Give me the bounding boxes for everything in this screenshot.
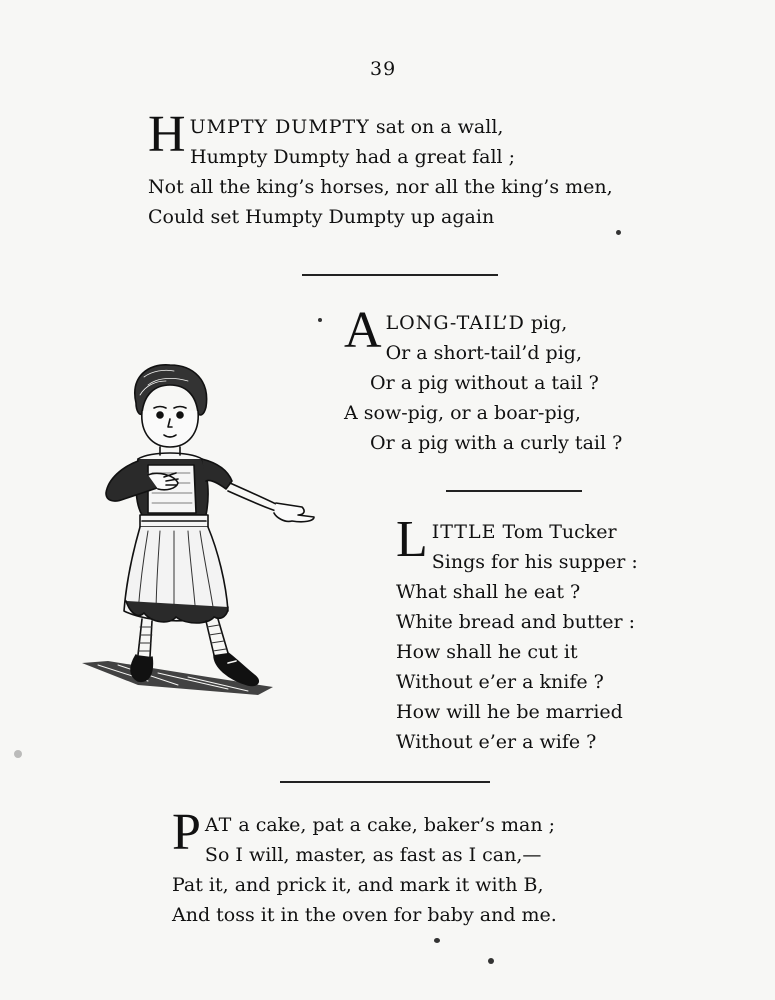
- poem-first-words: ITTLE: [431, 521, 497, 543]
- poem-line: Or a pig without a tail ?: [370, 372, 599, 394]
- page-number: 39: [370, 58, 397, 80]
- poem-line: How will he be married: [396, 701, 623, 723]
- ink-speck: [434, 938, 440, 943]
- ink-speck: [488, 958, 494, 964]
- poem-long-tailed-pig: [344, 302, 623, 458]
- poem-line: Without e’er a knife ?: [396, 671, 604, 693]
- poem-little-tom-tucker: [396, 511, 638, 757]
- dropcap: H: [148, 106, 186, 163]
- poem-line: So I will, master, as fast as I can,—: [204, 844, 542, 866]
- poem-line: A sow-pig, or a boar-pig,: [344, 402, 581, 424]
- dropcap: L: [396, 511, 428, 568]
- child-illustration: [78, 355, 318, 710]
- ink-speck: [616, 230, 621, 235]
- poem-first-words: LONG-TAIL’D: [385, 312, 525, 334]
- poem-first-words: AT: [204, 814, 233, 836]
- poem-line: Pat it, and prick it, and mark it with B,: [172, 874, 544, 896]
- section-divider: [280, 781, 490, 783]
- poem-first-line-rest: pig,: [524, 312, 568, 334]
- poem-first-line-rest: Tom Tucker: [496, 521, 617, 543]
- poem-line: Without e’er a wife ?: [396, 731, 597, 753]
- section-divider: [302, 274, 498, 276]
- poem-first-words: UMPTY DUMPTY: [189, 116, 370, 138]
- poem-line: Not all the king’s horses, nor all the king’s men,: [148, 176, 613, 198]
- dropcap: A: [344, 302, 382, 359]
- poem-pat-a-cake: [172, 804, 557, 930]
- poem-first-line-rest: a cake, pat a cake, baker’s man ;: [232, 814, 556, 836]
- poem-line: Or a pig with a curly tail ?: [370, 432, 623, 454]
- poem-line: Or a short-tail’d pig,: [385, 342, 582, 364]
- poem-first-line-rest: sat on a wall,: [369, 116, 504, 138]
- ink-speck: [318, 318, 322, 322]
- poem-line: Sings for his supper :: [431, 551, 638, 573]
- poem-line: How shall he cut it: [396, 641, 578, 663]
- poem-line: Humpty Dumpty had a great fall ;: [190, 146, 516, 168]
- poem-line: Could set Humpty Dumpty up again: [148, 206, 495, 228]
- section-divider: [446, 490, 582, 492]
- ink-speck: [14, 750, 22, 758]
- poem-line: And toss it in the oven for baby and me.: [172, 904, 557, 926]
- poem-humpty-dumpty: [148, 106, 613, 232]
- poem-line: White bread and butter :: [396, 611, 635, 633]
- poem-line: What shall he eat ?: [396, 581, 581, 603]
- dropcap: P: [172, 804, 201, 861]
